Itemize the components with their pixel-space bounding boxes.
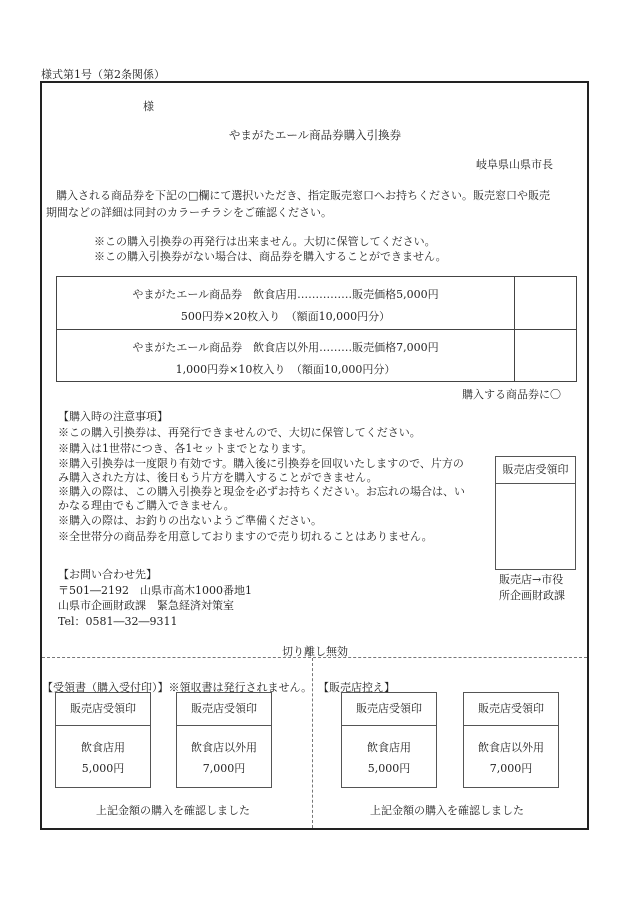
receipt-section-heading: 【受領書（購入受付印）】※領収書は発行されません。 — [42, 681, 313, 694]
form-number: 様式第1号（第2条関係） — [41, 68, 165, 81]
ticket-name-price: やまがたエール商品券 飲食店用……………販売価格5,000円 — [132, 288, 439, 301]
store-stamp-box — [495, 456, 576, 570]
receipt-box-restaurant — [55, 692, 151, 788]
caution-item: ※購入の際は、この購入引換券と現金を必ずお持ちください。お忘れの場合は、い — [58, 485, 465, 498]
store-copy-box-non-restaurant — [463, 692, 559, 788]
notice-list — [94, 234, 447, 264]
ticket-option-non-restaurant — [57, 330, 514, 382]
store-copy-confirm-text: 上記金額の購入を確認しました — [370, 804, 524, 817]
addressee-suffix: 様 — [143, 100, 154, 113]
store-copy-box-amount: 7,000円 — [489, 762, 533, 775]
contact-heading: 【お問い合わせ先】 — [58, 568, 157, 581]
contact-address: 〒501―2192 山県市高木1000番地1 — [58, 583, 252, 597]
caution-item: ※この購入引換券は、再発行できませんので、大切に保管してください。 — [58, 426, 421, 439]
notice-item: ※この購入引換券がない場合は、商品券を購入することができません。 — [94, 250, 447, 263]
caution-section — [58, 409, 465, 545]
caution-item-cont: み購入された方は、後日もう片方を購入することができません。 — [58, 471, 378, 484]
receipt-box-amount: 7,000円 — [202, 762, 246, 775]
stamp-routing-note — [499, 572, 579, 604]
notice-item: ※この購入引換券の再発行は出来ません。大切に保管してください。 — [94, 235, 436, 248]
contact-section — [58, 567, 252, 629]
caution-item: ※購入引換券は一度限り有効です。購入後に引換券を回収いたしますので、片方の — [58, 457, 464, 470]
ticket-option-restaurant — [57, 277, 514, 330]
receipt-box-kind: 飲食店以外用 — [191, 741, 257, 754]
receipt-box-kind: 飲食店用 — [81, 741, 125, 754]
contact-tel: Tel：0581―32―9311 — [58, 614, 178, 628]
selection-column — [514, 277, 577, 381]
stamp-note-line: 所企画財政課 — [499, 589, 565, 602]
stamp-note-line: 販売店→市役 — [499, 573, 564, 586]
caution-heading: 【購入時の注意事項】 — [58, 410, 168, 423]
store-copy-box-restaurant — [341, 692, 437, 788]
store-copy-box-kind: 飲食店以外用 — [478, 741, 544, 754]
store-copy-box-kind: 飲食店用 — [367, 741, 411, 754]
ticket-option-table — [56, 276, 577, 382]
receipt-box-label: 販売店受領印 — [56, 693, 150, 726]
store-copy-box-label: 販売店受領印 — [464, 693, 558, 726]
caution-item: ※購入の際は、お釣りの出ないようご準備ください。 — [58, 514, 322, 527]
caution-item-cont: かなる理由でもご購入できません。 — [58, 499, 235, 512]
cut-line-horizontal — [42, 657, 587, 658]
ticket-detail: 500円券×20枚入り （額面10,000円分） — [180, 310, 391, 323]
ticket-name-price: やまがたエール商品券 飲食店以外用………販売価格7,000円 — [132, 341, 439, 354]
circle-instruction: 購入する商品券に〇 — [462, 388, 561, 401]
contact-department: 山県市企画財政課 緊急経済対策室 — [58, 599, 234, 612]
store-copy-heading: 【販売店控え】 — [318, 681, 395, 694]
receipt-box-non-restaurant — [176, 692, 272, 788]
document-title: やまがたエール商品券購入引換券 — [228, 128, 402, 142]
store-copy-box-amount: 5,000円 — [367, 762, 411, 775]
caution-item: ※購入は1世帯につき、各1セットまでとなります。 — [58, 442, 313, 455]
intro-paragraph — [46, 187, 591, 221]
receipt-box-amount: 5,000円 — [81, 762, 125, 775]
ticket-detail: 1,000円券×10枚入り （額面10,000円分） — [175, 363, 396, 376]
selection-cell-restaurant[interactable] — [515, 277, 577, 330]
store-copy-box-label: 販売店受領印 — [342, 693, 436, 726]
intro-line-1: 購入される商品券を下記の□欄にて選択いただき、指定販売窓口へお持ちください。販売窓口や販売 — [56, 189, 550, 202]
receipt-confirm-text: 上記金額の購入を確認しました — [96, 804, 250, 817]
stamp-box-label: 販売店受領印 — [496, 457, 575, 484]
intro-line-2: 期間などの詳細は同封のカラーチラシをご確認ください。 — [46, 206, 332, 219]
caution-item: ※全世帯分の商品券を用意しておりますので売り切れることはありません。 — [58, 530, 433, 543]
cut-notice: 切り離し無効 — [282, 645, 348, 658]
issuer: 岐阜県山県市長 — [476, 158, 553, 171]
receipt-box-label: 販売店受領印 — [177, 693, 271, 726]
selection-cell-non-restaurant[interactable] — [515, 330, 577, 381]
